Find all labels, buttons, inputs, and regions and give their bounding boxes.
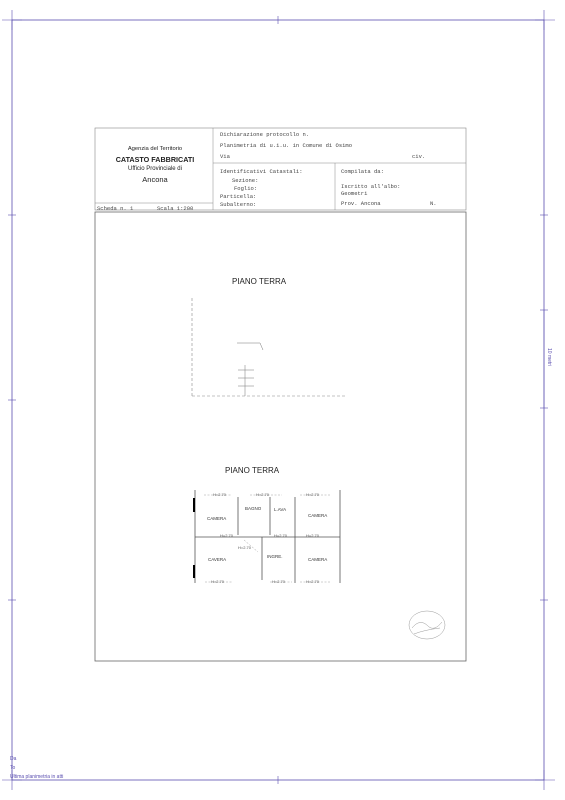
- dichiarazione-label: Dichiarazione protocollo n.: [220, 131, 310, 138]
- room-camera-right-top: CAMERA: [308, 513, 328, 518]
- plan-title-bottom: PIANO TERRA: [225, 466, 280, 475]
- room-ingresso: INGRE.: [267, 554, 283, 559]
- room-camera-right-bottom: CAMERA: [308, 557, 328, 562]
- geometri-label: Geometri: [341, 190, 368, 197]
- dim-label: H=2.70: [306, 492, 320, 497]
- civ-label: civ.: [412, 153, 426, 160]
- dim-label: H=2.70: [306, 533, 320, 538]
- dim-label: H=2.70: [306, 579, 320, 584]
- footer-line3: Ultima planimetria in atti: [10, 774, 64, 780]
- via-label: Via: [220, 153, 230, 160]
- dim-label: H=2.70: [274, 533, 288, 538]
- footer-line2: To: [10, 765, 16, 771]
- scheda-label: Scheda n. 1: [97, 205, 134, 212]
- planimetria-label: Planimetria di u.i.u. in Comune di Osimo: [220, 142, 353, 149]
- sezione-label: Sezione:: [232, 177, 259, 184]
- dim-label: H=2.70: [238, 545, 252, 550]
- room-bagno: BAGNO: [245, 506, 262, 511]
- dim-label: H=2.70: [272, 579, 286, 584]
- identificativi-label: Identificativi Catastali:: [220, 168, 303, 175]
- agency-line1: Agenzia del Territorio: [127, 146, 183, 152]
- dim-label: H=2.70: [220, 533, 234, 538]
- room-cavera-left-bottom: CAVERA: [208, 557, 227, 562]
- dim-label: H=2.70: [213, 492, 227, 497]
- agency-line4: Ancona: [142, 175, 168, 184]
- room-camera-left-top: CAMERA: [207, 516, 227, 521]
- footer-line1: Da: [10, 756, 17, 762]
- subalterno-label: Subalterno:: [220, 201, 257, 208]
- scala-label: Scala 1:200: [157, 205, 194, 212]
- room-lavanderia: L.AVA: [274, 507, 287, 512]
- dim-label: H=2.70: [211, 579, 225, 584]
- agency-line2: CATASTO FABBRICATI: [115, 155, 195, 164]
- compilata-label: Compilata da:: [341, 168, 384, 175]
- particella-label: Particella:: [220, 193, 257, 200]
- dim-label: H=2.70: [256, 492, 270, 497]
- agency-line3: Ufficio Provinciale di: [128, 166, 182, 172]
- plan-title-top: PIANO TERRA: [232, 277, 287, 286]
- iscritto-label: Iscritto all'albo:: [341, 183, 401, 190]
- n-label: N.: [430, 200, 437, 207]
- prov-label: Prov. Ancona: [341, 200, 381, 207]
- foglio-label: Foglio:: [234, 185, 258, 192]
- side-scale-text: 10 metri: [546, 348, 552, 367]
